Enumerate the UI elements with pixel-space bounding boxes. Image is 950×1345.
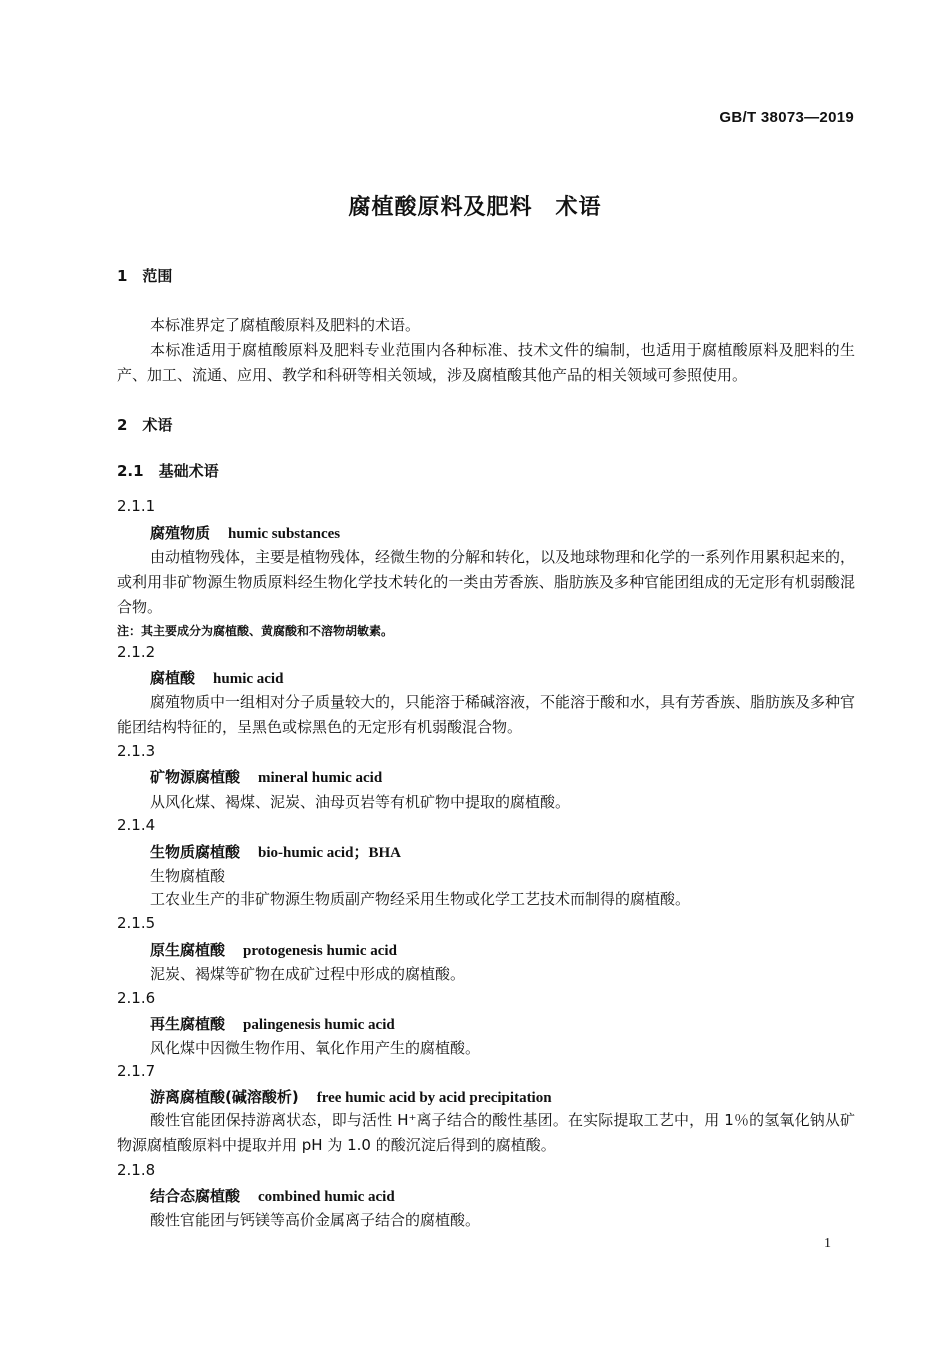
term-number: 2.1.3 [117,742,156,760]
term-number: 2.1.2 [117,643,156,661]
section-heading-scope: 1 范围 [117,267,173,285]
term-number: 2.1.8 [117,1161,156,1179]
term-zh: 再生腐植酸 [150,1015,226,1033]
term-en: free humic acid by acid precipitation [316,1090,552,1106]
scope-paragraph-2: 本标准适用于腐植酸原料及肥料专业范围内各种标准、技术文件的编制，也适用于腐植酸原料及肥料的生产、加工、流通、应用、教学和科研等相关领域，涉及腐植酸其他产品的相关领域可参照使用。 [117,341,855,384]
term-definition: 腐殖物质中一组相对分子质量较大的，只能溶于稀碱溶液，不能溶于酸和水，具有芳香族、脂肪族及多种官能团结构特征的，呈黑色或棕黑色的无定形有机弱酸混合物。 [117,693,856,736]
term-heading [150,1086,552,1107]
term-zh: 生物质腐植酸 [150,843,241,861]
term-heading [150,939,397,960]
term-en: humic acid [213,671,284,687]
term-en: humic substances [228,526,341,542]
term-definition: 从风化煤、褐煤、泥炭、油母页岩等有机矿物中提取的腐植酸。 [150,793,571,811]
term-definition: 由动植物残体，主要是植物残体，经微生物的分解和转化，以及地球物理和化学的一系列作用累积起来的，或利用非矿物源生物质原料经生物化学技术转化的一类由芳香族、脂肪族及多种官能团组成的无定形有机弱酸混合物。 [117,548,856,616]
term-number: 2.1.7 [117,1062,156,1080]
term-en: protogenesis humic acid [243,943,397,959]
term-number: 2.1.5 [117,914,156,932]
term-heading [150,522,340,543]
term-alt-name: 生物腐植酸 [150,867,226,885]
term-heading [150,841,401,862]
term-heading [150,667,283,688]
term-zh: 矿物源腐植酸 [150,768,241,786]
term-heading [150,1013,395,1034]
term-definition: 工农业生产的非矿物源生物质副产物经采用生物或化学工艺技术而制得的腐植酸。 [150,890,691,908]
term-heading [150,1185,395,1206]
term-definition: 酸性官能团与钙镁等高价金属离子结合的腐植酸。 [150,1211,481,1229]
section-heading-terms: 2 术语 [117,416,173,434]
term-note: 注：其主要成分为腐植酸、黄腐酸和不溶物胡敏素。 [117,624,394,638]
term-number: 2.1.6 [117,989,156,1007]
term-zh: 腐植酸 [150,669,196,687]
term-en: combined humic acid [258,1189,395,1205]
term-en: bio-humic acid；BHA [258,845,401,861]
page-title: 腐植酸原料及肥料 术语 [348,195,602,220]
term-heading [150,766,382,787]
term-number: 2.1.4 [117,816,156,834]
page-number: 1 [824,1236,831,1251]
standard-code: GB/T 38073—2019 [719,109,854,126]
term-definition: 风化煤中因微生物作用、氧化作用产生的腐植酸。 [150,1039,481,1057]
term-zh: 腐殖物质 [150,524,211,542]
subsection-heading-basic-terms: 2.1 基础术语 [117,462,219,480]
term-zh: 游离腐植酸(碱溶酸析) [150,1088,299,1106]
term-number: 2.1.1 [117,497,156,515]
scope-paragraph-1: 本标准界定了腐植酸原料及肥料的术语。 [150,316,421,334]
term-definition: 酸性官能团保持游离状态，即与活性 H⁺离子结合的酸性基团。在实际提取工艺中，用 1％的氢氧化钠从矿物源腐植酸原料中提取并用 pH 为 1.0 的酸沉淀后得到的腐植酸。 [117,1111,855,1154]
term-zh: 结合态腐植酸 [150,1187,241,1205]
term-en: mineral humic acid [258,770,383,786]
term-en: palingenesis humic acid [243,1017,395,1033]
term-zh: 原生腐植酸 [150,941,226,959]
term-definition: 泥炭、褐煤等矿物在成矿过程中形成的腐植酸。 [150,965,466,983]
